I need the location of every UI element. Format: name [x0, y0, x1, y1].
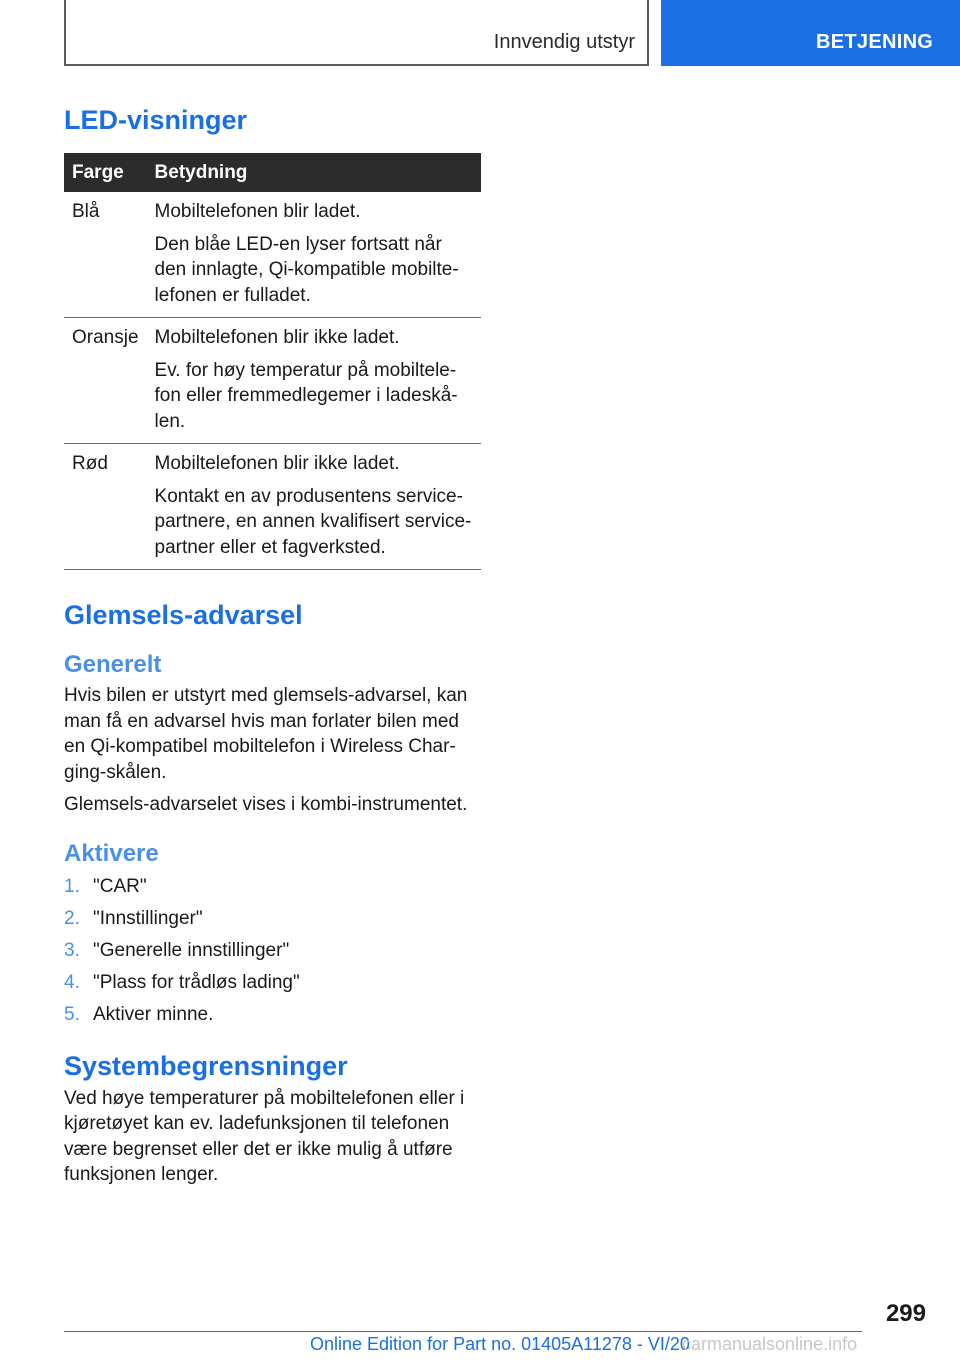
- led-color-cell: Rød: [64, 444, 147, 570]
- led-heading: LED-visninger: [64, 105, 248, 135]
- table-row: [64, 192, 481, 318]
- page-number: 299: [885, 1300, 926, 1327]
- step-number: 4.: [64, 971, 80, 993]
- section-title: BETJENING: [816, 31, 934, 53]
- led-meaning-cell: [147, 444, 481, 570]
- glemsel-heading: Glemsels-advarsel: [64, 600, 303, 630]
- footer-divider: [64, 1331, 862, 1332]
- generelt-heading: Generelt: [64, 651, 162, 678]
- meaning-line: Mobiltelefonen blir ikke ladet.: [154, 453, 400, 474]
- step-number: 2.: [64, 907, 80, 929]
- meaning-detail: Den blåe LED-en lyser fortsatt når den innlagte, Qi-kompatible mobilte-lefonen er fulladet.: [154, 233, 459, 306]
- led-meaning-cell: [147, 192, 481, 318]
- meaning-detail: Kontakt en av produsentens service-partnere, en annen kvalifisert service-partner eller et fagverksted.: [154, 485, 472, 558]
- step-text: "Generelle innstillinger": [93, 939, 290, 961]
- activation-steps: [64, 874, 481, 1034]
- led-color-cell: Oransje: [64, 318, 147, 444]
- led-table: [64, 153, 481, 570]
- content-column: [64, 100, 481, 1188]
- column-header-color: Farge: [64, 153, 147, 192]
- list-item: [64, 874, 481, 906]
- step-number: 1.: [64, 875, 80, 897]
- step-number: 5.: [64, 1003, 80, 1025]
- system-heading: Systembegrensninger: [64, 1050, 348, 1081]
- meaning-detail: Ev. for høy temperatur på mobiltele-fon eller fremmedlegemer i ladeskå-len.: [154, 359, 458, 432]
- header-chapter-box: [64, 0, 649, 66]
- table-row: [64, 318, 481, 444]
- led-meaning-cell: [147, 318, 481, 444]
- column-header-meaning: Betydning: [147, 153, 481, 192]
- list-item: [64, 938, 481, 970]
- list-item: [64, 906, 481, 938]
- meaning-line: Mobiltelefonen blir ikke ladet.: [154, 327, 400, 348]
- step-text: "Innstillinger": [93, 907, 203, 929]
- watermark: carmanualsonline.info: [682, 1334, 858, 1354]
- led-color-cell: Blå: [64, 192, 147, 318]
- list-item: [64, 1002, 481, 1034]
- header-section-box: [661, 0, 960, 66]
- generelt-paragraph-2: Glemsels-advarselet vises i kombi-instrumentet.: [64, 794, 468, 815]
- step-text: "Plass for trådløs lading": [93, 971, 300, 993]
- list-item: [64, 970, 481, 1002]
- led-table-header: [64, 153, 481, 192]
- generelt-paragraph: Hvis bilen er utstyrt med glemsels-advarsel, kan man få en advarsel hvis man forlater bilen med en Qi-kompatibel mobiltelefon i Wireless Char-ging-skålen.: [64, 685, 468, 783]
- chapter-title: Innvendig utstyr: [493, 31, 635, 53]
- meaning-line: Mobiltelefonen blir ladet.: [154, 201, 361, 222]
- table-row: [64, 444, 481, 570]
- step-number: 3.: [64, 939, 80, 961]
- edition-text: Online Edition for Part no. 01405A11278 - VI/20: [310, 1334, 690, 1354]
- aktivere-heading: Aktivere: [64, 839, 159, 867]
- step-text: "CAR": [93, 875, 147, 897]
- system-paragraph: Ved høye temperaturer på mobiltelefonen eller i kjøretøyet kan ev. ladefunksjonen til telefonen være begrenset eller det er ikke mulig å utføre funksjonen lenger.: [64, 1087, 465, 1185]
- step-text: Aktiver minne.: [93, 1003, 214, 1025]
